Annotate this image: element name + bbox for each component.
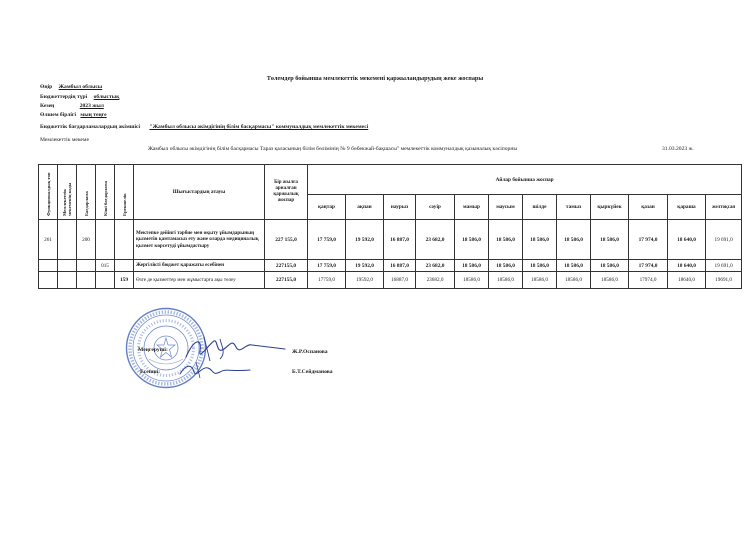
cell-month-value: 19 592,0 [346, 260, 384, 272]
cell-month-value: 18 586,0 [489, 220, 523, 260]
header-annual-plan: Бір жылға арналған қаржылық жоспар [265, 165, 308, 220]
month-header: қаңтар [308, 195, 346, 220]
cell-month-value: 18 586,0 [557, 220, 591, 260]
period-value: 2023 жыл [79, 103, 104, 109]
unit-line [40, 112, 107, 118]
document-title: Төлемдер бойынша мемлекеттік мекемені қаржыландырудың жеке жоспары [266, 75, 484, 82]
cell-subprogram [96, 220, 115, 260]
region-line [40, 84, 102, 90]
cell-month-value: 16887,0 [384, 272, 416, 289]
cell-month-value: 19 691,0 [706, 220, 742, 260]
cell-month-value: 19 592,0 [346, 220, 384, 260]
head-name: Ж.Р.Оспанова [292, 349, 328, 355]
cell-month-value: 18 640,0 [668, 220, 706, 260]
cell-functional-group: 261 [39, 220, 58, 260]
cell-month-value: 18 586,0 [523, 260, 557, 272]
admin-line [40, 124, 368, 130]
table-row [39, 260, 742, 272]
month-header: қараша [668, 195, 706, 220]
region-value: Жамбыл облысы [58, 84, 103, 90]
cell-month-value: 18 586,0 [557, 260, 591, 272]
header-subprogram: Кіші бағдарлама [96, 165, 115, 220]
month-header: қазан [629, 195, 668, 220]
period-label: Кезең [40, 103, 55, 109]
cell-expense-name: Жергілікті бюджет қаражаты есебінен [134, 260, 265, 272]
month-header: қыркүйек [591, 195, 629, 220]
cell-program: 200 [77, 220, 96, 260]
institution-label: Мемлекеттік мекеме [40, 137, 89, 143]
cell-month-value: 17 974,0 [629, 260, 668, 272]
cell-month-value: 18640,0 [668, 272, 706, 289]
month-header: тамыз [557, 195, 591, 220]
header-program: Бағдарлама [77, 165, 96, 220]
admin-value: "Жамбыл облысы әкімдігінің білім басқармасы" коммуналдық мемлекеттік мекемесі [149, 124, 369, 130]
unit-value: мың теңге [80, 112, 107, 118]
financing-plan-table [38, 164, 742, 289]
cell-expense-name: Өзге де қызметтер мен жұмыстарға ақы төлеу [134, 272, 265, 289]
cell-institution-code [58, 260, 77, 272]
accountant-signature-icon [176, 358, 256, 382]
cell-month-value: 17 974,0 [629, 220, 668, 260]
cell-subprogram [96, 272, 115, 289]
month-header: шілде [523, 195, 557, 220]
month-header: маусым [489, 195, 523, 220]
cell-month-value: 18 586,0 [455, 260, 489, 272]
cell-month-value: 18 586,0 [489, 260, 523, 272]
cell-month-value: 17 759,0 [308, 220, 346, 260]
accountant-label: Есепші: [140, 369, 161, 375]
cell-annual: 227155,0 [265, 272, 308, 289]
table-row [39, 220, 742, 260]
cell-month-value: 19 691,0 [706, 260, 742, 272]
cell-program [77, 260, 96, 272]
cell-annual: 227 155,0 [265, 220, 308, 260]
month-header: сәуір [416, 195, 455, 220]
cell-subprogram: 015 [96, 260, 115, 272]
unit-label: Өлшем бірлігі [40, 112, 77, 118]
month-header: желтоқсан [706, 195, 742, 220]
cell-month-value: 23682,0 [416, 272, 455, 289]
cell-month-value: 16 887,0 [384, 220, 416, 260]
cell-month-value: 23 682,0 [416, 260, 455, 272]
cell-month-value: 17974,0 [629, 272, 668, 289]
institution-value: Жамбыл облысы әкімдігінің білім басқармасы Тараз қаласының білім бөлімінің № 9 бөбекжай-бақшасы" мемлекеттік коммуналдық қазыналық кәсіпорны [148, 146, 518, 152]
header-institution-code: Мемлекеттік мекеменің коды [58, 165, 77, 220]
cell-month-value: 18586,0 [489, 272, 523, 289]
cell-month-value: 19592,0 [346, 272, 384, 289]
month-header: наурыз [384, 195, 416, 220]
cell-institution-code [58, 220, 77, 260]
header-expense-name: Шығыстардың атауы [134, 165, 265, 220]
cell-month-value: 18586,0 [523, 272, 557, 289]
cell-month-value: 18586,0 [557, 272, 591, 289]
month-header: мамыр [455, 195, 489, 220]
cell-month-value: 18 586,0 [591, 260, 629, 272]
cell-month-value: 18 586,0 [455, 220, 489, 260]
region-label: Өңір [40, 84, 53, 90]
cell-month-value: 17759,0 [308, 272, 346, 289]
cell-month-value: 18 586,0 [523, 220, 557, 260]
cell-month-value: 17 759,0 [308, 260, 346, 272]
header-specifics: Ерекшелік [115, 165, 134, 220]
cell-month-value: 18586,0 [455, 272, 489, 289]
month-header: ақпан [346, 195, 384, 220]
cell-program [77, 272, 96, 289]
table-header-row [39, 165, 742, 195]
cell-expense-name: Мектепке дейінгі тәрбие мен оқыту ұйымдарының қызметін қамтамасыз ету және оларда медициналық қызмет көрсетуді ұйымдастыру [134, 220, 265, 260]
document-date: 31.03.2023 ж. [662, 146, 694, 152]
cell-specifics: 159 [115, 272, 134, 289]
cell-specifics [115, 220, 134, 260]
cell-specifics [115, 260, 134, 272]
cell-functional-group [39, 260, 58, 272]
cell-month-value: 18 586,0 [591, 220, 629, 260]
cell-month-value: 18586,0 [591, 272, 629, 289]
cell-annual: 227155,0 [265, 260, 308, 272]
header-monthly-plan: Айлар бойынша жоспар [308, 165, 742, 195]
budget-type-label: Бюджеттердің түрі [40, 94, 88, 100]
head-label: Меңгеруші: [138, 347, 168, 353]
header-functional-group: Функционалдық топ [39, 165, 58, 220]
period-line [40, 103, 104, 109]
cell-month-value: 23 682,0 [416, 220, 455, 260]
cell-month-value: 19691,0 [706, 272, 742, 289]
budget-type-line [40, 94, 119, 100]
cell-functional-group [39, 272, 58, 289]
cell-month-value: 16 887,0 [384, 260, 416, 272]
accountant-name: Б.Т.Сейдманова [292, 369, 333, 375]
admin-label: Бюджеттік бағдарламалардың әкімшісі [40, 124, 141, 130]
table-row [39, 272, 742, 289]
cell-institution-code [58, 272, 77, 289]
cell-month-value: 18 640,0 [668, 260, 706, 272]
budget-type-value: облыстық [93, 94, 120, 100]
